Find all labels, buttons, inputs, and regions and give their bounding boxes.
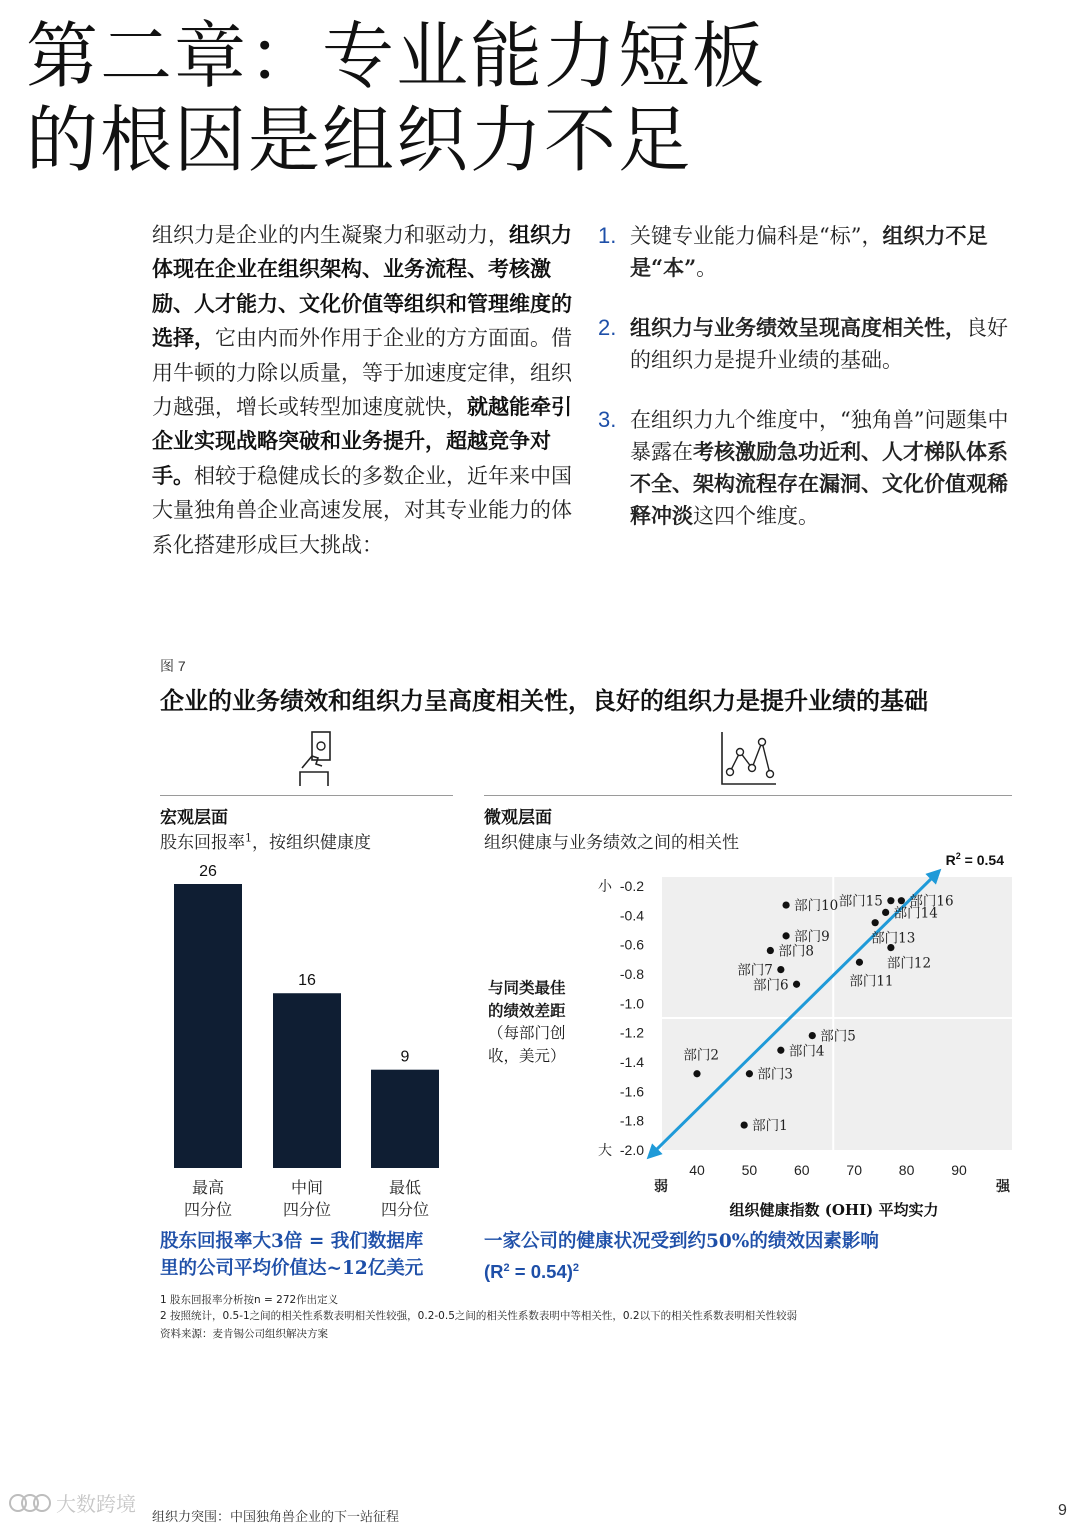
scatter-xtick-label: 80 <box>898 1162 915 1178</box>
intro-s4: 就越能牵引企业实现战略突破和业务提升，超越竞争对手。 <box>152 394 572 488</box>
scatter-ytick-label: -1.8 <box>619 1112 644 1129</box>
scatter-y-bottom-word: 大 <box>598 1143 612 1159</box>
point-2 <box>598 312 1028 376</box>
point-1-number: 1. <box>598 223 617 248</box>
scatter-ytick-label: -0.4 <box>619 907 644 924</box>
bar-category-label: 最高 <box>191 1178 225 1197</box>
footer-text: 组织力突围：中国独角兽企业的下一站征程 <box>152 1510 400 1525</box>
bar-category-label: 最低 <box>388 1178 422 1197</box>
bar-1 <box>174 884 242 1168</box>
intro-s1: 组织力是企业的内生凝聚力和驱动力， <box>152 223 509 247</box>
macro-subtitle <box>160 828 371 853</box>
scatter-point <box>882 909 889 916</box>
scatter-x-right-word: 强 <box>996 1179 1010 1195</box>
scatter-y-top-word: 小 <box>598 879 612 895</box>
bar-category-label: 四分位 <box>380 1200 430 1219</box>
scatter-point-label: 部门7 <box>737 962 773 979</box>
micro-caption-sup: 2 <box>503 1262 510 1274</box>
point-2-text-b: 组织力与业务绩效呈现高度相关性， <box>630 315 966 340</box>
macro-caption-line2: 里的公司平均价值达~12亿美元 <box>160 1258 424 1279</box>
watermark-logo-icon <box>8 1490 52 1516</box>
scatter-point <box>782 901 789 908</box>
bar-value-label: 16 <box>298 972 316 990</box>
scatter-xtick-label: 40 <box>689 1162 705 1178</box>
scatter-ylabel-line2: 的绩效差距 <box>488 1001 566 1020</box>
point-3-text-c: 这四个维度。 <box>693 504 819 528</box>
bar-value-label: 9 <box>400 1048 410 1066</box>
macro-divider <box>160 795 453 796</box>
footnote-2: 2 按照统计，0.5-1之间的相关性系数表明相关性较强，0.2-0.5之间的相关性系数表明中等相关性，0.2以下的相关性系数表明相关性较弱 <box>160 1310 798 1322</box>
micro-caption-line1: 一家公司的健康状况受到约50%的绩效因素影响 <box>484 1231 879 1252</box>
macro-caption-line1: 股东回报率大3倍 = 我们数据库 <box>160 1231 424 1252</box>
scatter-point-label: 部门1 <box>752 1118 788 1135</box>
scatter-point-label: 部门12 <box>886 955 932 972</box>
point-3-text-a: 在组织力九个维度中，“独角兽”问题集中暴露在 <box>630 408 1009 464</box>
intro-s2: 组织力体现在企业在组织架构、业务流程、考核激励、人才能力、文化价值等组织和管理维度的选择， <box>152 222 572 351</box>
scatter-point <box>777 1047 784 1054</box>
micro-caption <box>484 1228 879 1285</box>
scatter-chart <box>580 848 1020 1228</box>
scatter-point <box>693 1070 700 1077</box>
point-2-number: 2. <box>598 315 617 340</box>
macro-subtitle-main: 股东回报率 <box>160 833 245 853</box>
scatter-ytick-label: -0.2 <box>619 878 644 894</box>
micro-heading: 微观层面 <box>484 808 552 828</box>
source-note: 资料来源：麦肯锡公司组织解决方案 <box>160 1328 328 1340</box>
scatter-ytick-label: -1.0 <box>619 995 644 1012</box>
point-1-text-a: 关键专业能力偏科是“标”， <box>630 224 883 248</box>
bar-3 <box>371 1070 439 1168</box>
money-hand-icon <box>298 728 338 788</box>
micro-subtitle: 组织健康与业务绩效之间的相关性 <box>484 833 739 853</box>
chapter-title-line1: 第二章：专业能力短板 <box>26 14 767 98</box>
scatter-r2-label: $R^2 = 0.54$ <box>945 851 1004 868</box>
scatter-xtick-label: 90 <box>951 1162 967 1178</box>
scatter-xlabel: 组织健康指数 (OHI) 平均实力 <box>729 1201 939 1219</box>
point-1-text-b: 组织力不足是“本” <box>630 223 988 280</box>
scatter-point-label: 部门11 <box>849 973 894 990</box>
scatter-point <box>887 897 894 904</box>
figure-label: 图 7 <box>160 658 186 674</box>
scatter-x-left-word: 弱 <box>654 1179 668 1195</box>
scatter-point <box>898 897 905 904</box>
scatter-ylabel-line3: （每部门创 <box>488 1024 566 1042</box>
point-3-text-b: 考核激励急功近利、人才梯队体系不全、架构流程存在漏洞、文化价值观稀释冲淡 <box>630 439 1008 528</box>
scatter-xtick-label: 70 <box>846 1162 862 1178</box>
watermark <box>8 1488 136 1517</box>
micro-caption-value: = 0.54) <box>509 1261 573 1283</box>
macro-subtitle-sup: 1 <box>245 831 252 845</box>
bar-chart <box>160 852 460 1222</box>
scatter-point-label: 部门6 <box>752 977 789 994</box>
figure-title: 企业的业务绩效和组织力呈高度相关性，良好的组织力是提升业绩的基础 <box>160 686 928 715</box>
intro-paragraph <box>152 218 577 562</box>
point-2-text-c: 良好的组织力是提升业绩的基础。 <box>630 316 1008 372</box>
scatter-ytick-label: -2.0 <box>619 1142 644 1158</box>
micro-caption-footnote-ref: 2 <box>572 1262 580 1274</box>
scatter-point <box>809 1032 816 1039</box>
scatter-ytick-label: -1.4 <box>619 1054 644 1070</box>
scatter-ylabel-line1: 与同类最佳 <box>488 978 566 997</box>
intro-s5: 相较于稳健成长的多数企业，近年来中国大量独角兽企业高速发展，对其专业能力的体系化搭建形成巨大挑战： <box>152 463 572 557</box>
bar-2 <box>273 993 341 1168</box>
scatter-xtick-label: 60 <box>794 1162 810 1178</box>
macro-subtitle-rest: ，按组织健康度 <box>252 833 371 853</box>
scatter-ylabel <box>488 976 566 1068</box>
scatter-point-label: 部门4 <box>788 1043 825 1060</box>
scatter-point <box>856 959 863 966</box>
watermark-text: 大数跨境 <box>56 1492 136 1516</box>
scatter-point <box>872 919 879 926</box>
intro-s3: 它由内而外作用于企业的方方面面。借用牛顿的力除以质量，等于加速度定律，组织力越强，增长或转型加速度就快， <box>152 326 572 420</box>
scatter-xtick-label: 50 <box>741 1162 758 1178</box>
scatter-point-label: 部门15 <box>838 893 883 910</box>
point-3 <box>598 404 1028 532</box>
macro-heading: 宏观层面 <box>160 808 228 828</box>
scatter-point <box>782 932 789 939</box>
scatter-plot-area <box>662 877 1012 1150</box>
micro-divider <box>484 795 1012 796</box>
point-1 <box>598 220 1028 284</box>
chapter-title <box>26 14 766 182</box>
footnote-1: 1 股东回报率分析按n = 272作出定义 <box>160 1294 339 1306</box>
bar-category-label: 中间 <box>290 1178 324 1197</box>
scatter-ytick-label: -1.6 <box>619 1083 644 1100</box>
scatter-ylabel-line4: 收，美元） <box>488 1047 566 1065</box>
bar-category-label: 四分位 <box>282 1200 332 1219</box>
bar-category-label: 四分位 <box>183 1200 233 1219</box>
scatter-chart-icon <box>718 728 780 788</box>
micro-caption-r: (R <box>484 1261 504 1283</box>
scatter-ytick-label: -0.6 <box>619 936 644 953</box>
scatter-point-label: 部门9 <box>794 928 830 945</box>
scatter-point <box>777 966 784 973</box>
chapter-title-line2: 的根因是组织力不足 <box>26 98 693 182</box>
macro-caption <box>160 1228 423 1282</box>
page-number: 9 <box>1058 1502 1067 1519</box>
scatter-point-label: 部门13 <box>871 930 916 947</box>
scatter-point-label: 部门16 <box>909 893 954 910</box>
scatter-ytick-label: -1.2 <box>619 1024 644 1041</box>
scatter-point-label: 部门5 <box>820 1028 856 1045</box>
scatter-point-label: 部门2 <box>683 1047 719 1064</box>
bar-value-label: 26 <box>199 863 217 880</box>
point-1-text-c: 。 <box>696 256 718 280</box>
scatter-point-label: 部门10 <box>794 898 839 915</box>
scatter-point <box>793 981 800 988</box>
scatter-ytick-label: -0.8 <box>619 966 644 982</box>
scatter-point <box>741 1121 748 1128</box>
scatter-point <box>767 947 774 954</box>
scatter-point-label: 部门3 <box>757 1066 793 1083</box>
scatter-point <box>746 1070 753 1077</box>
point-3-number: 3. <box>598 407 617 432</box>
scatter-point-label: 部门8 <box>778 943 814 960</box>
scatter-point-label: 部门14 <box>893 905 938 922</box>
